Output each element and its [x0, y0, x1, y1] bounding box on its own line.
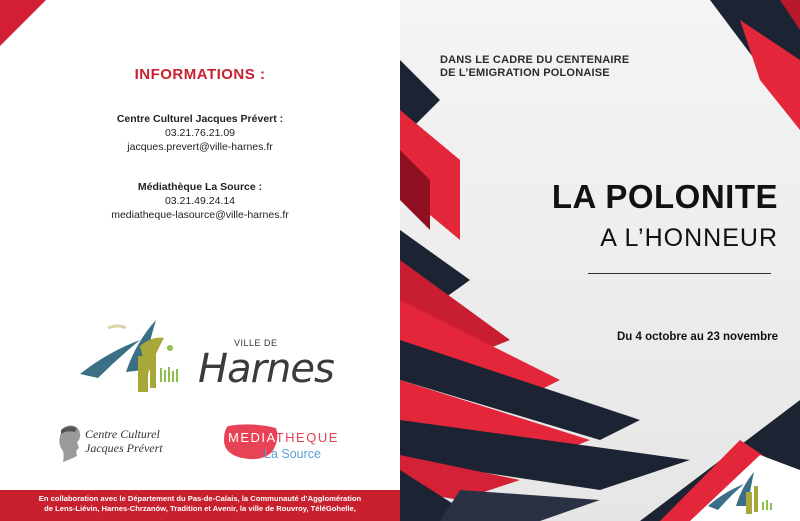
contact-phone: 03.21.49.24.14	[164, 195, 236, 207]
ccjp-line2: Jacques Prévert	[85, 441, 163, 455]
subtitle-line-1: DANS LE CADRE DU CENTENAIRE	[440, 54, 630, 66]
collaboration-banner	[0, 490, 400, 521]
informations-heading: INFORMATIONS :	[134, 66, 266, 83]
harnes-mini-emblem-icon	[700, 440, 800, 521]
cover-title-line-2: A L’HONNEUR	[600, 224, 778, 252]
media-part1: MEDIA	[228, 430, 276, 445]
red-corner-decoration	[0, 0, 46, 46]
subtitle-line-2: DE L’EMIGRATION POLONAISE	[440, 67, 610, 79]
ccjp-line1: Centre Culturel	[85, 427, 160, 441]
contact-name: Médiathèque La Source :	[137, 181, 263, 193]
la-source-label: La Source	[264, 447, 321, 461]
contact-email: mediatheque-lasource@ville-harnes.fr	[111, 209, 289, 221]
ville-de-label: VILLE DE	[234, 338, 278, 348]
contact-centre-culturel	[0, 112, 400, 154]
mediatheque-wordmark	[228, 430, 339, 445]
profile-head-icon	[55, 422, 83, 462]
event-dates: Du 4 octobre au 23 novembre	[616, 331, 778, 343]
media-part2: THEQUE	[275, 430, 339, 445]
collaboration-line-1: En collaboration avec le Département du Pas-de-Calais, la Communauté d’Agglomération	[38, 494, 362, 503]
cover-title: LA POLONITE	[551, 178, 778, 215]
contact-email: jacques.prevert@ville-harnes.fr	[127, 141, 273, 153]
collaboration-line-2: de Lens-Liévin, Harnes-Chrzanów, Tradition et Avenir, la ville de Rouvroy, TéléGohelle,	[44, 504, 356, 513]
mediatheque-logo	[222, 418, 352, 466]
contact-mediatheque	[0, 180, 400, 222]
contact-name: Centre Culturel Jacques Prévert :	[116, 113, 284, 125]
harnes-wordmark: Harnes	[198, 346, 334, 392]
contact-phone: 03.21.76.21.09	[164, 127, 236, 139]
right-page-cover	[400, 0, 800, 521]
centre-culturel-text	[85, 427, 163, 455]
centre-culturel-logo	[55, 422, 205, 464]
cover-subtitle	[440, 54, 629, 80]
harnes-emblem-icon	[78, 312, 203, 397]
title-divider	[588, 273, 771, 274]
